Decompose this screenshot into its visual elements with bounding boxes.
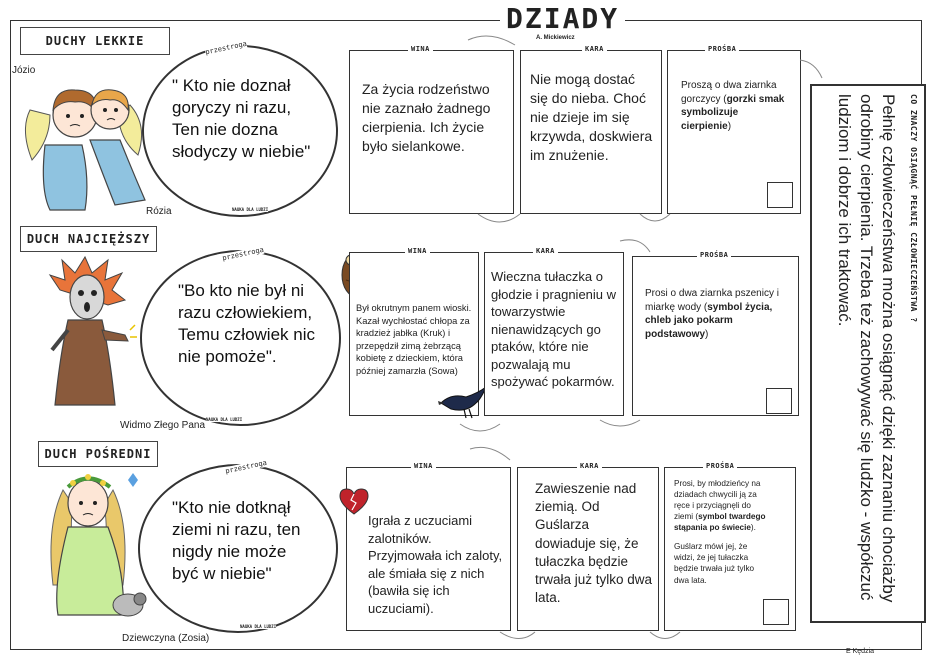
row2-wina-title: WINA <box>405 247 430 255</box>
summary-title: CO ZNACZY OSIĄGNĄĆ PEŁNIĘ CZŁOWIECZEŃSTWA ? <box>909 93 918 323</box>
row3-kara-text: Zawieszenie nad ziemią. Od Guślarza dowiaduje się, że tułaczka będzie trwała już tylko dwa lata. <box>535 481 653 606</box>
row3-lesson-label: NAUKA DLA LUDZI <box>240 624 277 629</box>
row3-prosba-main: Prosi, by młodzieńcy na dziadach chwycili ją za ręce i przyciągnęli do ziemi ( <box>674 479 761 522</box>
row1-name-jozio: Józio <box>12 65 36 76</box>
row1-kara-title: KARA <box>582 45 607 53</box>
row2-prosba-bold: symbol życia, chleb jako pokarm podstawowy <box>645 301 773 340</box>
row3-wina-text: Igrała z uczuciami zalotników. Przyjmowała ich zaloty, ale śmiała się z nich (bawiła się ich uczuciami). <box>368 513 503 616</box>
row1-lesson-label: NAUKA DLA LUDZI <box>232 207 269 212</box>
row2-warning-label: przestroga <box>221 245 265 263</box>
row3-prosba-title: PROŚBA <box>703 462 737 470</box>
row2-label: DUCH NAJCIĘŻSZY <box>20 226 157 252</box>
row3-warning-label: przestroga <box>224 458 268 476</box>
row2-prosba-end: ) <box>705 328 709 340</box>
row2-wina-text: Był okrutnym panem wioski. Kazał wychłostać chłopa za kradzież jabłka (Kruk) i przepędził zimą żebrzącą kobietę z dzieckiem, która później zamarzła (Sowa) <box>356 303 472 376</box>
row2-prosba-main: Prosi o dwa ziarnka pszenicy i miarkę wody ( <box>645 288 779 313</box>
row1-wina-text: Za życia rodzeństwo nie zaznało żadnego cierpienia. Ich życie było sielankowe. <box>362 81 491 154</box>
row3-prosba-bold: symbol twardego stąpania po świecie <box>674 512 766 533</box>
row1-prosba-title: PROŚBA <box>705 45 739 53</box>
row3-quote: "Kto nie dotknął ziemi ni razu, ten nigdy nie może być w niebie" <box>172 498 301 583</box>
row2-kara-text: Wieczna tułaczka o głodzie i pragnieniu w towarzystwie nienawidzących go ptaków, które nie pozwalają mu spożywać pokarmów. <box>491 269 617 390</box>
row1-prosba-end: ) <box>727 120 732 132</box>
row1-warning-label: przestroga <box>204 39 248 57</box>
row1-quote: " Kto nie doznał goryczy ni razu, Ten nie dozna słodyczy w niebie" <box>172 76 311 161</box>
row1-prosba-bold: gorzki smak symbolizuje cierpienie <box>681 93 785 132</box>
row1-kara-text: Nie mogą dostać się do nieba. Choć nie dzieje im się krzywda, doskwiera im znużenie. <box>530 71 653 163</box>
row3-prosba-end: ). <box>750 523 756 533</box>
author: A. Mickiewicz <box>536 35 575 41</box>
row1-prosba-main: Proszą o dwa ziarnka gorczycy ( <box>681 80 777 105</box>
row3-name: Dziewczyna (Zosia) <box>122 633 210 644</box>
row1-label: DUCHY LEKKIE <box>20 27 170 55</box>
row2-name: Widmo Złego Pana <box>120 420 206 431</box>
page-title: DZIADY <box>500 2 625 35</box>
row3-kara-title: KARA <box>577 462 602 470</box>
signature: E Kędzia <box>846 648 875 655</box>
row3-wina-title: WINA <box>411 462 436 470</box>
row2-prosba-title: PROŚBA <box>697 251 731 259</box>
row3-prosba-extra: Guślarz mówi jej, że widzi, że jej tułaczka będzie trwała już tylko dwa lata. <box>674 542 755 585</box>
row2-lesson-label: NAUKA DLA LUDZI <box>206 417 243 422</box>
summary-text: Pełnię człowieczeństwa można osiągnąć dzięki zaznaniu chociażby odrobiny cierpienia. Trzeba też zachowywać się ludzko - współczuć ludziom i dobrze ich traktować. <box>835 93 898 602</box>
row2-quote: "Bo kto nie był ni razu człowiekiem, Temu człowiek nic nie pomoże". <box>178 281 315 366</box>
row2-kara-title: KARA <box>533 247 558 255</box>
row1-wina-title: WINA <box>408 45 433 53</box>
row3-label: DUCH POŚREDNI <box>38 441 158 467</box>
row1-name-rozia: Rózia <box>146 206 172 217</box>
